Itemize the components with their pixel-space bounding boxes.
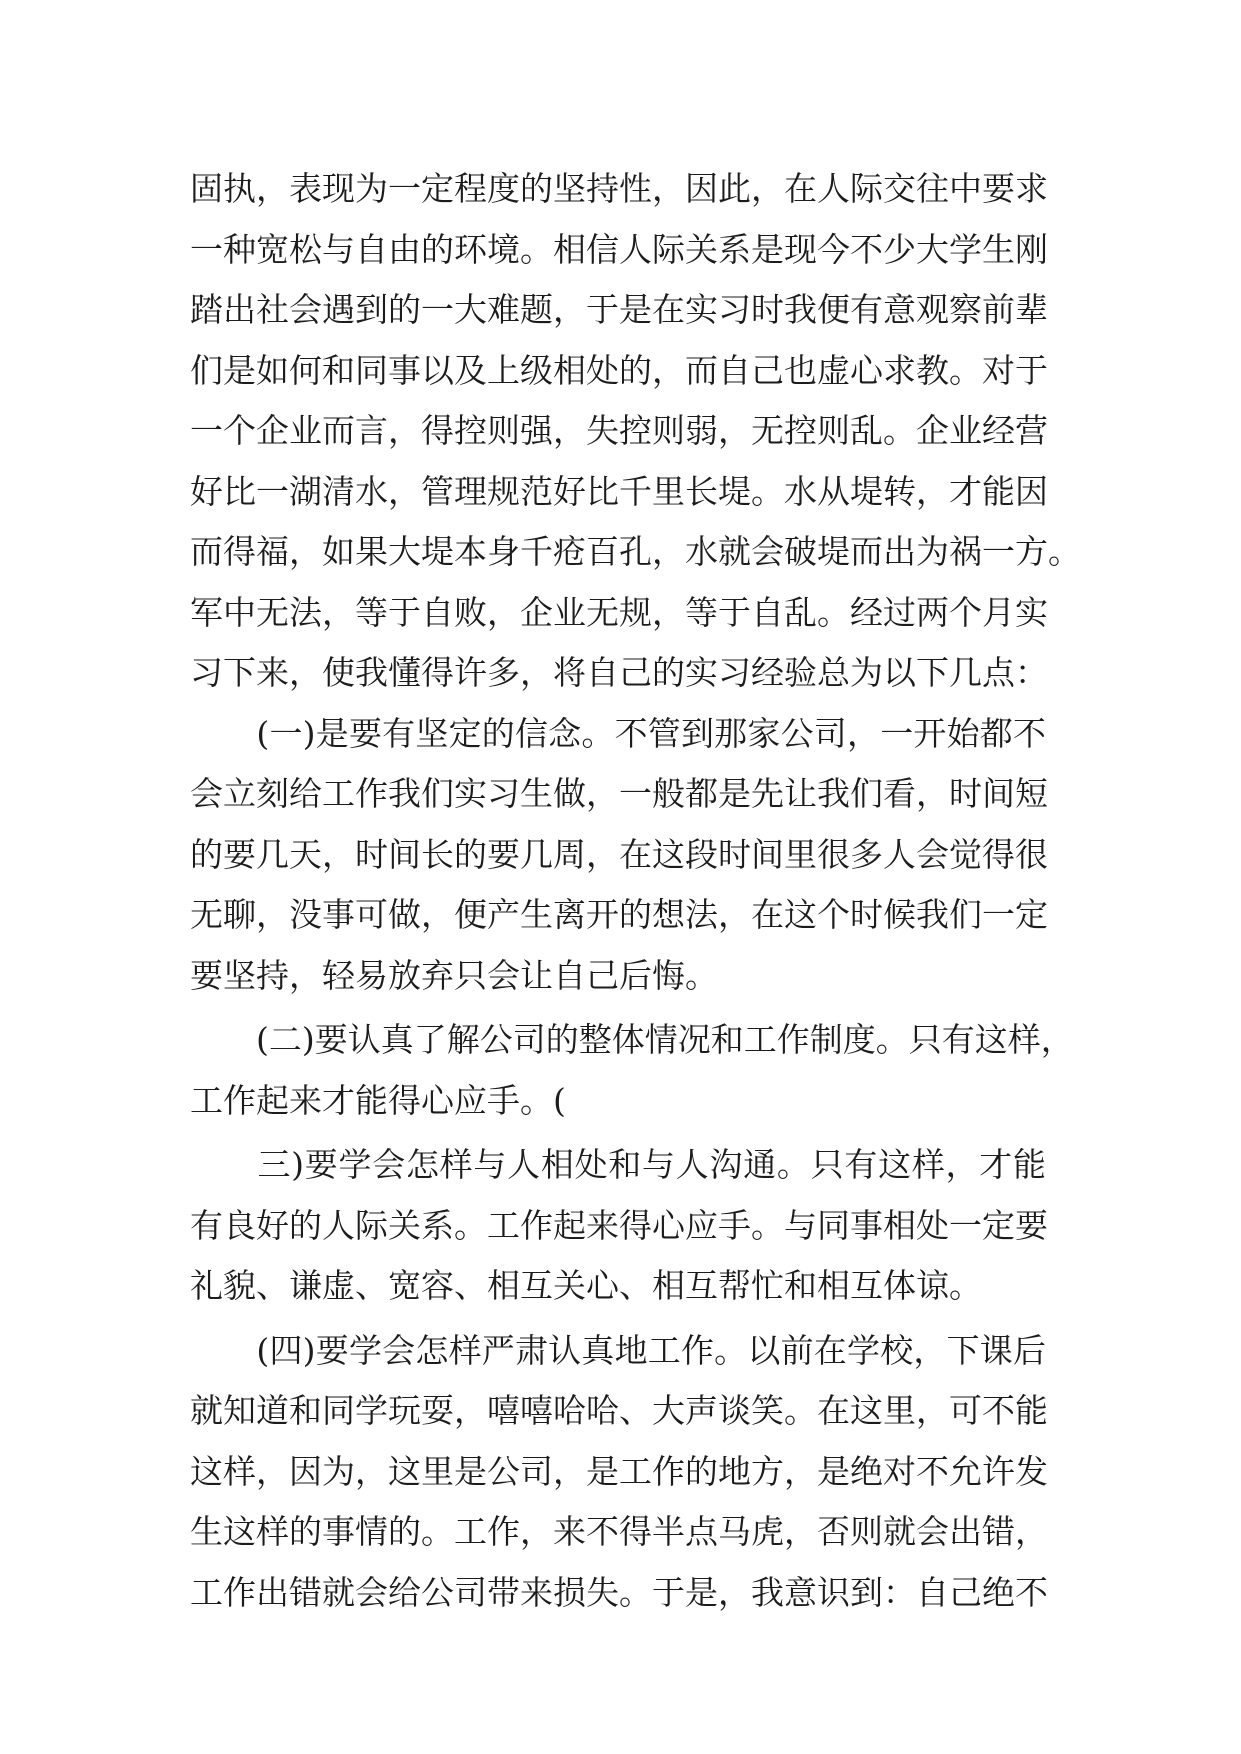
text-line: 固执，表现为一定程度的坚持性，因此，在人际交往中要求 — [190, 169, 1048, 208]
text-line: 有良好的人际关系。工作起来得心应手。与同事相处一定要 — [190, 1205, 1048, 1245]
text-line: 一种宽松与自由的环境。相信人际关系是现今不少大学生刚 — [190, 229, 1048, 269]
text-line: 好比一湖清水，管理规范好比千里长堤。水从堤转，才能因 — [190, 471, 1048, 511]
text-line: 们是如何和同事以及上级相处的，而自己也虚心求教。对于 — [190, 350, 1048, 390]
text-line: 工作起来才能得心应手。( — [190, 1080, 566, 1120]
text-line: 工作出错就会给公司带来损失。于是，我意识到：自己绝不 — [190, 1572, 1048, 1612]
text-line: 一个企业而言，得控则强，失控则弱，无控则乱。企业经营 — [190, 411, 1048, 450]
text-line: 就知道和同学玩耍，嘻嘻哈哈、大声谈笑。在这里，可不能 — [190, 1391, 1048, 1430]
text-line: (一)是要有坚定的信念。不管到那家公司，一开始都不 — [190, 713, 1046, 753]
text-line: 要坚持，轻易放弃只会让自己后悔。 — [190, 955, 718, 995]
text-line: 踏出社会遇到的一大难题，于是在实习时我便有意观察前辈 — [190, 290, 1048, 329]
text-line: 而得福，如果大堤本身千疮百孔，水就会破堤而出为祸一方。 — [190, 532, 1081, 571]
text-line: 三)要学会怎样与人相处和与人沟通。只有这样，才能 — [190, 1145, 1046, 1184]
text-line: (四)要学会怎样严肃认真地工作。以前在学校，下课后 — [190, 1330, 1046, 1370]
text-line: 生这样的事情的。工作，来不得半点马虎，否则就会出错， — [190, 1512, 1048, 1551]
text-line: 习下来，使我懂得许多，将自己的实习经验总为以下几点： — [190, 653, 1048, 692]
text-line: 的要几天，时间长的要几周，在这段时间里很多人会觉得很 — [190, 834, 1048, 874]
body-text — [190, 159, 1081, 1623]
text-line: 礼貌、谦虚、宽容、相互关心、相互帮忙和相互体谅。 — [190, 1266, 982, 1305]
text-line: 这样，因为，这里是公司，是工作的地方，是绝对不允许发 — [190, 1451, 1048, 1491]
text-line: (二)要认真了解公司的整体情况和工作制度。只有这样， — [190, 1020, 1074, 1059]
text-line: 会立刻给工作我们实习生做，一般都是先让我们看，时间短 — [190, 774, 1048, 813]
text-line: 军中无法，等于自败，企业无规，等于自乱。经过两个月实 — [190, 592, 1048, 632]
text-line: 无聊，没事可做，便产生离开的想法，在这个时候我们一定 — [190, 895, 1048, 934]
